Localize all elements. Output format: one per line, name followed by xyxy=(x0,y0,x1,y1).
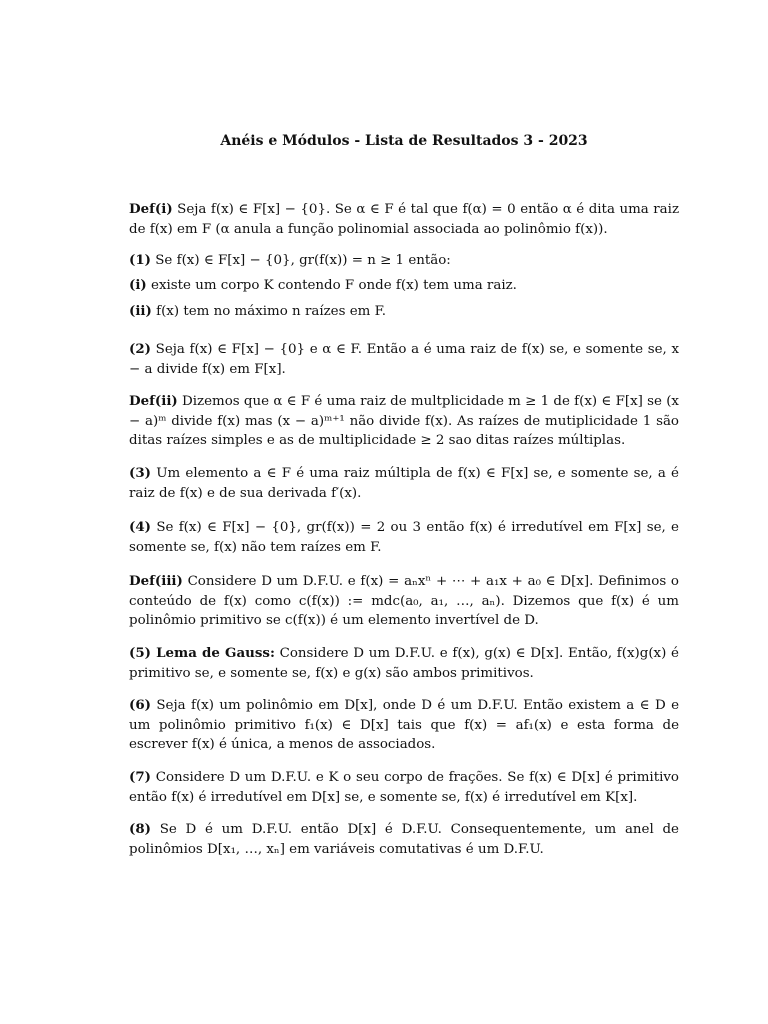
item-text: Seja f(x) um polinômio em D[x], onde D é um D.F.U. Então existem a ∈ D e um polinômio primitivo f₁(x) ∈ D[x] tais que f(x) = af₁(x) e esta forma de escrever f(x) é única, a menos de associados. xyxy=(129,698,679,752)
item-label: (5) Lema de Gauss: xyxy=(129,645,275,661)
item-text: Um elemento a ∈ F é uma raiz múltipla de f(x) ∈ F[x] se, e somente se, a é raiz de f(x) e de sua derivada f′(x). xyxy=(129,466,679,501)
item-text: f(x) tem no máximo n raízes em F. xyxy=(151,304,387,319)
item-text: Considere D um D.F.U. e f(x), g(x) ∈ D[x]. Então, f(x)g(x) é primitivo se, e somente se, f(x) e g(x) são ambos primitivos. xyxy=(129,646,679,681)
item-text: Dizemos que α ∈ F é uma raiz de multplicidade m ≥ 1 de f(x) ∈ F[x] se (x − a)ᵐ divide f(x) mas (x − a)ᵐ⁺¹ não divide f(x). As raízes de mutiplicidade 1 são ditas raízes simples e as de multiplicidade ≥ 2 sao ditas raízes múltiplas. xyxy=(129,394,679,448)
item-label: Def(iii) xyxy=(129,573,183,589)
result-1-ii xyxy=(129,302,679,322)
item-text: Seja f(x) ∈ F[x] − {0}. Se α ∈ F é tal que f(α) = 0 então α é dita uma raiz de f(x) em F (α anula a função polinomial associada ao polinômio f(x)). xyxy=(129,202,679,237)
item-label: (i) xyxy=(129,277,147,293)
result-6 xyxy=(129,696,679,755)
item-text: Seja f(x) ∈ F[x] − {0} e α ∈ F. Então a é uma raiz de f(x) se, e somente se, x − a divide f(x) em F[x]. xyxy=(129,342,679,377)
result-8 xyxy=(129,820,679,859)
item-label: (8) xyxy=(129,821,151,837)
item-label: Def(i) xyxy=(129,201,173,217)
item-text: Considere D um D.F.U. e f(x) = aₙxⁿ + ⋯ + a₁x + a₀ ∈ D[x]. Definimos o conteúdo de f(x) como c(f(x)) := mdc(a₀, a₁, …, aₙ). Dizemos que f(x) é um polinômio primitivo se c(f(x)) é um elemento invertível de D. xyxy=(129,574,679,628)
result-1-i xyxy=(129,276,679,296)
item-label: (7) xyxy=(129,769,151,785)
definition-3 xyxy=(129,572,679,631)
result-5-gauss-lemma xyxy=(129,644,679,683)
item-text: Se f(x) ∈ F[x] − {0}, gr(f(x)) = 2 ou 3 então f(x) é irredutível em F[x] se, e somente se, f(x) não tem raízes em F. xyxy=(129,520,679,555)
definition-1 xyxy=(129,200,679,239)
result-7 xyxy=(129,768,679,807)
page-title: Anéis e Módulos - Lista de Resultados 3 - 2023 xyxy=(220,133,588,149)
item-text: Considere D um D.F.U. e K o seu corpo de frações. Se f(x) ∈ D[x] é primitivo então f(x) é irredutível em D[x] se, e somente se, f(x) é irredutível em K[x]. xyxy=(129,770,679,805)
item-label: (3) xyxy=(129,465,151,481)
item-label: (4) xyxy=(129,519,151,535)
item-label: (6) xyxy=(129,697,151,713)
result-1 xyxy=(129,251,679,271)
item-text: Se f(x) ∈ F[x] − {0}, gr(f(x)) = n ≥ 1 então: xyxy=(151,253,451,268)
result-3 xyxy=(129,464,679,503)
item-text: existe um corpo K contendo F onde f(x) tem uma raiz. xyxy=(146,278,517,293)
result-2 xyxy=(129,340,679,379)
item-label: (1) xyxy=(129,252,151,268)
item-label: (2) xyxy=(129,341,151,357)
result-4 xyxy=(129,518,679,557)
item-text: Se D é um D.F.U. então D[x] é D.F.U. Consequentemente, um anel de polinômios D[x₁, …, xₙ] em variáveis comutativas é um D.F.U. xyxy=(129,822,679,857)
item-label: Def(ii) xyxy=(129,393,178,409)
definition-2 xyxy=(129,392,679,451)
item-label: (ii) xyxy=(129,303,152,319)
